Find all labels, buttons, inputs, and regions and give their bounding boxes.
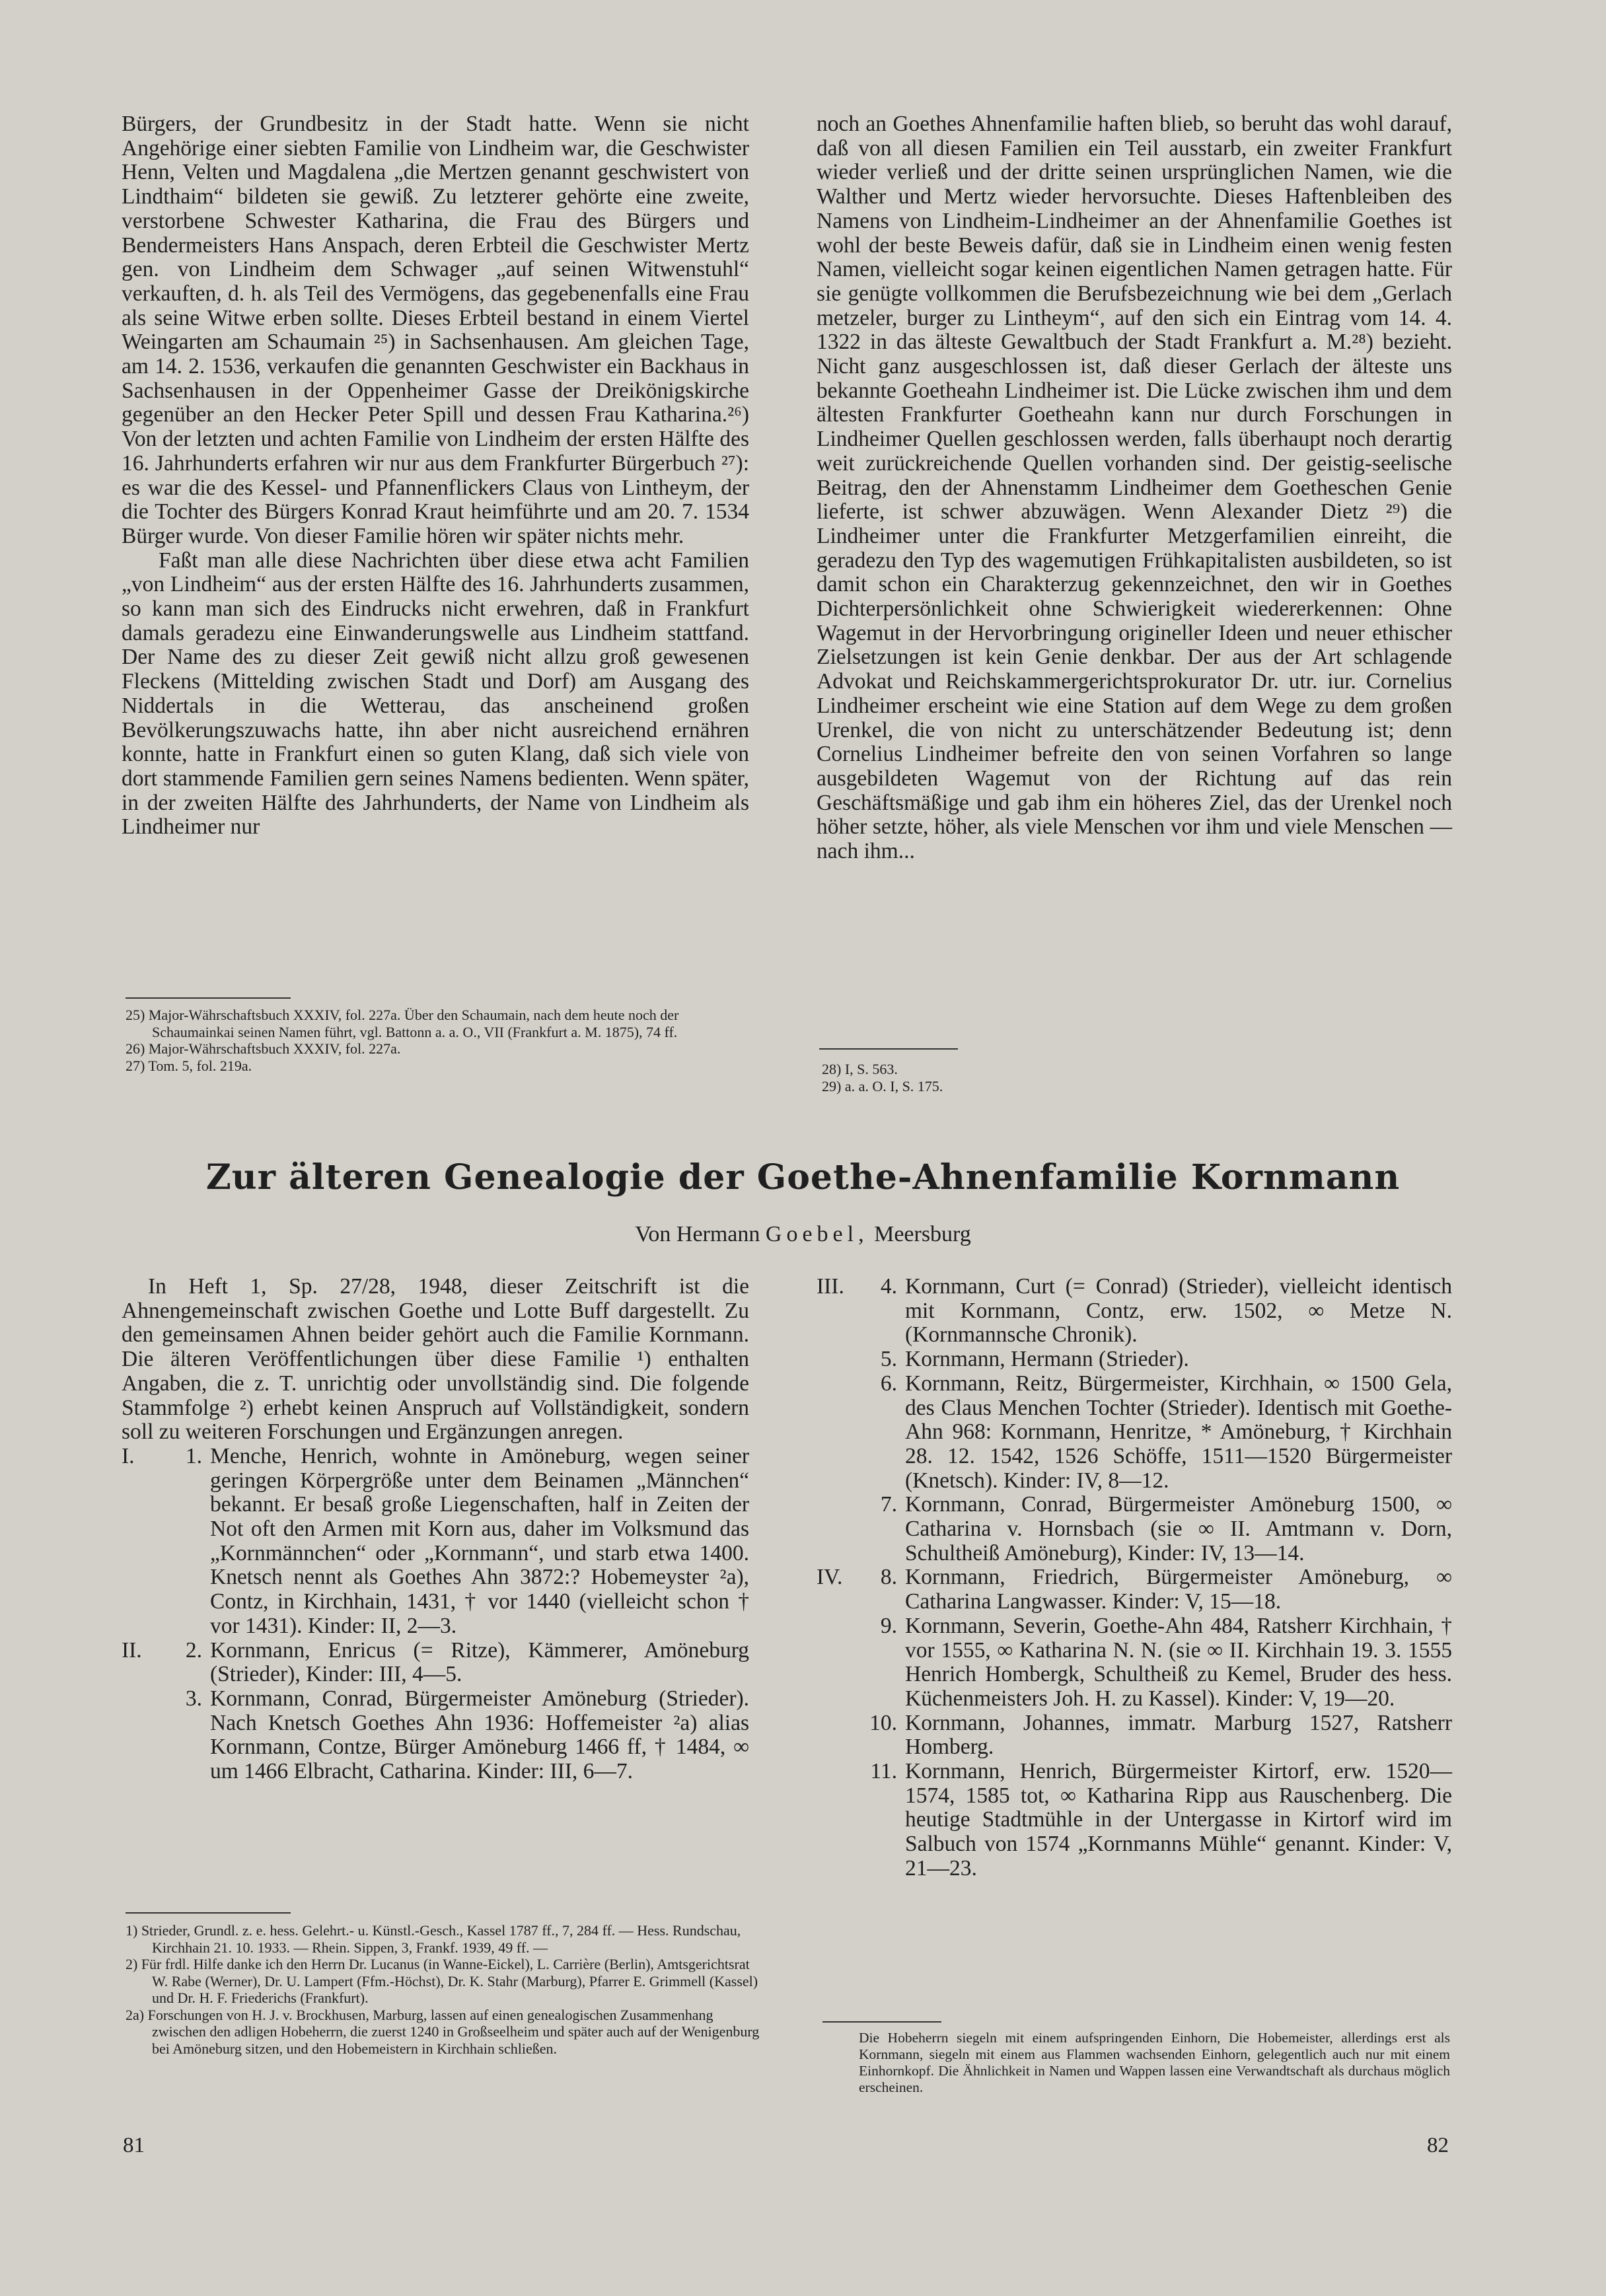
note-rule bbox=[822, 2021, 941, 2023]
generation-label bbox=[817, 1372, 864, 1493]
generation-label: III. bbox=[817, 1274, 844, 1299]
entry-number: 6. bbox=[880, 1371, 897, 1396]
genealogy-entry bbox=[122, 1639, 749, 1687]
entry-number: 8. bbox=[880, 1565, 897, 1590]
intro-paragraph: In Heft 1, Sp. 27/28, 1948, dieser Zeitschrift ist die Ahnengemeinschaft zwischen Goethe und Lotte Buff dargestellt. Zu den gemeinsamen Ahnen beider gehört auch die Familie Kornmann. Die älteren Veröffentlichungen über diese Familie ¹) enthalten Angaben, die z. T. unrichtig oder unvollständig sind. Die folgende Stammfolge ²) erhebt keinen Anspruch auf Vollständigkeit, sondern soll zu weiteren Forschungen und Ergänzungen anregen. bbox=[122, 1274, 749, 1445]
page-number-right: 82 bbox=[1427, 2134, 1449, 2157]
column-top-left bbox=[122, 112, 749, 840]
entry-number: 5. bbox=[880, 1347, 897, 1372]
footnote-rule bbox=[819, 1048, 958, 1050]
entry-number: 4. bbox=[880, 1274, 897, 1299]
footnote: 2a) Forschungen von H. J. v. Brockhusen, Marburg, lassen auf einen genealogischen Zusammenhang zwischen den adligen Hobeherrn, die zuerst 1240 in Großseelheim und später auch auf der Wenigenburg bei Amöneburg sitzen, und den Hobemeistern in Kirchhain schließen. bbox=[126, 2006, 760, 2057]
column-bottom-left bbox=[122, 1275, 749, 1784]
generation-label: I. bbox=[122, 1443, 135, 1468]
column-bottom-right bbox=[817, 1275, 1452, 1881]
entry-text: Kornmann, Henrich, Bürgermeister Kirtorf, erw. 1520—1574, 1585 tot, ∞ Katharina Ripp aus Rauschenberg. Die heutige Stadtmühle in der Untergasse in Kirtorf wird im Salbuch von 1574 „Kornmanns Mühle“ genannt. Kinder: V, 21—23. bbox=[905, 1759, 1452, 1881]
genealogy-entry bbox=[817, 1372, 1452, 1493]
footnote-rule bbox=[126, 1912, 291, 1914]
entry-number: 1. bbox=[185, 1443, 202, 1468]
entry-text: Kornmann, Curt (= Conrad) (Strieder), vielleicht identisch mit Kornmann, Contz, erw. 1502, ∞ Metze N. (Kornmannsche Chronik). bbox=[905, 1274, 1452, 1347]
genealogy-entry bbox=[817, 1711, 1452, 1760]
footnotes-top-left bbox=[126, 1007, 760, 1074]
author-name: Goebel, bbox=[765, 1222, 869, 1246]
generation-label bbox=[817, 1760, 864, 1881]
genealogy-entry bbox=[817, 1760, 1452, 1881]
footnote-rule bbox=[126, 997, 291, 999]
generation-label bbox=[817, 1614, 864, 1711]
side-note: Die Hobeherrn siegeln mit einem aufspringenden Einhorn, Die Hobemeister, allerdings erst als Kornmann, siegeln mit einem aus Flammen wachsenden Einhorn, gelegentlich auch nur mit einem Einhornkopf. Die Ähnlichkeit in Namen und Wappen lassen eine Verwandtschaft als durchaus möglich erscheinen. bbox=[859, 2030, 1450, 2095]
genealogy-entry bbox=[122, 1445, 749, 1639]
byline-prefix: Von Hermann bbox=[635, 1222, 760, 1246]
entry-text: Kornmann, Conrad, Bürgermeister Amöneburg 1500, ∞ Catharina v. Hornsbach (sie ∞ II. Amtmann v. Dorn, Schultheiß Amöneburg), Kinder: IV, 13—14. bbox=[905, 1492, 1452, 1565]
footnote: 29) a. a. O. I, S. 175. bbox=[822, 1077, 943, 1094]
entry-text: Kornmann, Conrad, Bürgermeister Amöneburg (Strieder). Nach Knetsch Goethes Ahn 1936: Hoffemeister ²a) alias Kornmann, Contze, Bürger Amöneburg 1466 ff, † 1484, ∞ um 1466 Elbracht, Catharina. Kinder: III, 6—7. bbox=[210, 1686, 749, 1784]
entry-number: 11. bbox=[870, 1759, 897, 1784]
entry-number: 7. bbox=[880, 1492, 897, 1517]
genealogy-entry bbox=[817, 1347, 1452, 1372]
footnote: 2) Für frdl. Hilfe danke ich den Herrn Dr. Lucanus (in Wanne-Eickel), L. Carrière (Berlin), Amtsgerichtsrat W. Rabe (Werner), Dr. U. Lampert (Ffm.-Höchst), Dr. K. Stahr (Marburg), Pfarrer E. Grimmell (Kassel) und Dr. H. F. Friederichs (Frankfurt). bbox=[126, 1956, 758, 2006]
column-top-right bbox=[817, 112, 1452, 864]
paragraph: Faßt man alle diese Nachrichten über diese etwa acht Familien „von Lindheim“ aus der ersten Hälfte des 16. Jahrhunderts zusammen, so kann man sich des Eindrucks nicht erwehren, daß in Frankfurt damals geradezu eine Einwanderungswelle aus Lindheim stattfand. Der Name des zu dieser Zeit gewiß nicht allzu groß gewesenen Fleckens (Mittelding zwischen Stadt und Dorf) am Ausgang des Niddertals in die Wetterau, das anscheinend großen Bevölkerungszuwachs hatte, ihn aber nicht ausreichend ernähren konnte, hatte in Frankfurt einen so guten Klang, daß sich viele von dort stammende Familien gern seines Namens bedienten. Wenn später, in der zweiten Hälfte des Jahrhunderts, der Name von Lindheim als Lindheimer nur bbox=[122, 548, 749, 840]
footnote: 1) Strieder, Grundl. z. e. hess. Gelehrt.- u. Künstl.-Gesch., Kassel 1787 ff., 7, 284 ff. — Hess. Rundschau, Kirchhain 21. 10. 1933. — Rhein. Sippen, 3, Frankf. 1939, 49 ff. — bbox=[126, 1922, 741, 1956]
author-place: Meersburg bbox=[874, 1222, 971, 1246]
footnote: 25) Major-Währschaftsbuch XXXIV, fol. 227a. Über den Schaumain, nach dem heute noch der Schaumainkai seinen Namen führt, vgl. Battonn a. a. O., VII (Frankfurt a. M. 1875), 74 ff. bbox=[126, 1007, 679, 1040]
entry-number: 10. bbox=[869, 1710, 897, 1735]
page-number-left: 81 bbox=[123, 2134, 145, 2157]
genealogy-entry bbox=[817, 1275, 1452, 1347]
entry-text: Kornmann, Reitz, Bürgermeister, Kirchhain, ∞ 1500 Gela, des Claus Menchen Tochter (Strieder). Identisch mit Goethe-Ahn 968: Kornmann, Henritze, * Amöneburg, † Kirchhain 28. 12. 1542, 1526 Schöffe, 1511—1520 Bürgermeister (Knetsch). Kinder: IV, 8—12. bbox=[905, 1371, 1452, 1493]
entry-text: Menche, Henrich, wohnte in Amöneburg, wegen seiner geringen Körpergröße unter dem Beinamen „Männchen“ bekannt. Er besaß große Liegenschaften, half in Zeiten der Not oft den Armen mit Korn aus, daher im Volksmund das „Kornmännchen“ oder „Kornmann“, und starb etwa 1400. Knetsch nennt als Goethes Ahn 3872:? Hobemeyster ²a), Contz, in Kirchhain, 1431, † vor 1440 (vielleicht schon † vor 1431). Kinder: II, 2—3. bbox=[210, 1443, 749, 1638]
generation-label bbox=[817, 1493, 864, 1565]
footnote: 27) Tom. 5, fol. 219a. bbox=[126, 1057, 252, 1074]
entry-text: Kornmann, Severin, Goethe-Ahn 484, Ratsherr Kirchhain, † vor 1555, ∞ Katharina N. N. (sie ∞ II. Kirchhain 19. 3. 1555 Henrich Hombergk, Schultheiß zu Kemel, Bruder des hess. Küchenmeisters Joh. H. zu Kassel). Kinder: V, 19—20. bbox=[905, 1613, 1452, 1711]
footnotes-bottom-left bbox=[126, 1922, 760, 2057]
entry-number: 9. bbox=[880, 1613, 897, 1638]
entry-number: 3. bbox=[185, 1686, 202, 1711]
genealogy-entry bbox=[817, 1614, 1452, 1711]
entry-text: Kornmann, Enricus (= Ritze), Kämmerer, Amöneburg (Strieder), Kinder: III, 4—5. bbox=[210, 1637, 749, 1687]
footnotes-top-right bbox=[822, 1061, 1152, 1094]
paragraph: noch an Goethes Ahnenfamilie haften blieb, so beruht das wohl darauf, daß von all diesen Familien ein Teil ausstarb, ein zweiter Frankfurt wieder verließ und der dritte seinen ursprünglichen Namen, wie die Walther und Mertz wieder hervorsuchte. Dieses Haftenbleiben des Namens von Lindheim-Lindheimer an der Ahnenfamilie Goethes ist wohl der beste Beweis dafür, daß sie in Lindheim einen wenig festen Namen, vielleicht sogar keinen eigentlichen Namen getragen hatte. Für sie genügte vollkommen die Berufsbezeichnung wie bei dem „Gerlach metzeler, burger zu Lintheym“, auf den sich ein Eintrag vom 14. 4. 1322 in das älteste Gewaltbuch der Stadt Frankfurt a. M.²⁸) bezieht. Nicht ganz ausgeschlossen ist, daß dieser Gerlach der älteste uns bekannte Goetheahn Lindheimer ist. Die Lücke zwischen ihm und dem ältesten Frankfurter Goetheahn kann nur durch Forschungen in Lindheimer Quellen geschlossen werden, falls überhaupt noch derartig weit zurückreichende Quellen vorhanden sind. Der geistig-seelische Beitrag, den der Ahnenstamm Lindheimer dem Goetheschen Genie lieferte, ist schwer abzuwägen. Wenn Alexander Dietz ²⁹) die Lindheimer unter die Frankfurter Metzgerfamilien einreiht, die geradezu den Typ des wagemutigen Frühkapitalisten ausbildeten, so ist damit schon ein Charakterzug gekennzeichnet, den wir in Goethes Dichterpersönlichkeit ohne Schwierigkeit wiedererkennen: Ohne Wagemut in der Hervorbringung origineller Ideen und neuer ethischer Zielsetzungen ist kein Genie denkbar. Der aus der Art schlagende Advokat und Reichskammergerichtsprokurator Dr. utr. iur. Cornelius Lindheimer erscheint wie eine Station auf dem Wege zu dem großen Urenkel, die von nicht zu unterschätzender Bedeutung ist; denn Cornelius Lindheimer befreite den von seinen Vorfahren so lange ausgebildeten Wagemut von der Richtung auf das rein Geschäftsmäßige und gab ihm ein höheres Ziel, das der Urenkel noch höher setzte, höher, als viele Menschen vor ihm und viele Menschen — nach ihm... bbox=[817, 112, 1452, 864]
generation-label: IV. bbox=[817, 1565, 843, 1590]
genealogy-entry bbox=[122, 1687, 749, 1784]
entry-text: Kornmann, Johannes, immatr. Marburg 1527, Ratsherr Homberg. bbox=[905, 1710, 1452, 1760]
paragraph: Bürgers, der Grundbesitz in der Stadt hatte. Wenn sie nicht Angehörige einer siebten Familie von Lindheim war, die Geschwister Henn, Velten und Magdalena „die Mertzen genannt geschwistert von Lindthaim“ bildeten sie gewiß. Zu letzterer gehörte eine zweite, verstorbene Schwester Katharina, die Frau des Bürgers und Bendermeisters Hans Anspach, deren Erbteil die Geschwister Mertz gen. von Lindheim dem Schwager „auf seinen Witwenstuhl“ verkauften, d. h. als Teil des Vermögens, das gegebenenfalls eine Frau als seine Witwe erben sollte. Dieses Erbteil bestand in einem Viertel Weingarten am Schaumain ²⁵) in Sachsenhausen. Am gleichen Tage, am 14. 2. 1536, verkaufen die genannten Geschwister ein Backhaus in Sachsenhausen in der Oppenheimer Gasse der Dreikönigskirche gegenüber an den Hecker Peter Spill und dessen Frau Katharina.²⁶) Von der letzten und achten Familie von Lindheim der ersten Hälfte des 16. Jahrhunderts erfahren wir nur aus dem Frankfurter Bürgerbuch ²⁷): es war die des Kessel- und Pfannenflickers Claus von Lintheym, der die Tochter des Bürgers Konrad Kraut heimführte und am 20. 7. 1534 Bürger wurde. Von dieser Familie hören wir später nichts mehr. bbox=[122, 112, 749, 548]
genealogy-entry bbox=[817, 1565, 1452, 1614]
footnote: 28) I, S. 563. bbox=[822, 1061, 898, 1077]
generation-label: II. bbox=[122, 1637, 142, 1663]
footnote: 26) Major-Währschaftsbuch XXXIV, fol. 227a. bbox=[126, 1040, 401, 1057]
entry-text: Kornmann, Friedrich, Bürgermeister Amöneburg, ∞ Catharina Langwasser. Kinder: V, 15—18. bbox=[905, 1565, 1452, 1614]
article-title: Zur älteren Genealogie der Goethe-Ahnenfamilie Kornmann bbox=[205, 1157, 1401, 1198]
entry-number: 2. bbox=[185, 1637, 202, 1663]
byline bbox=[0, 1222, 1606, 1247]
generation-label bbox=[122, 1687, 169, 1784]
generation-label bbox=[817, 1347, 864, 1372]
entry-text: Kornmann, Hermann (Strieder). bbox=[905, 1347, 1189, 1372]
generation-label bbox=[817, 1711, 864, 1760]
genealogy-entry bbox=[817, 1493, 1452, 1565]
